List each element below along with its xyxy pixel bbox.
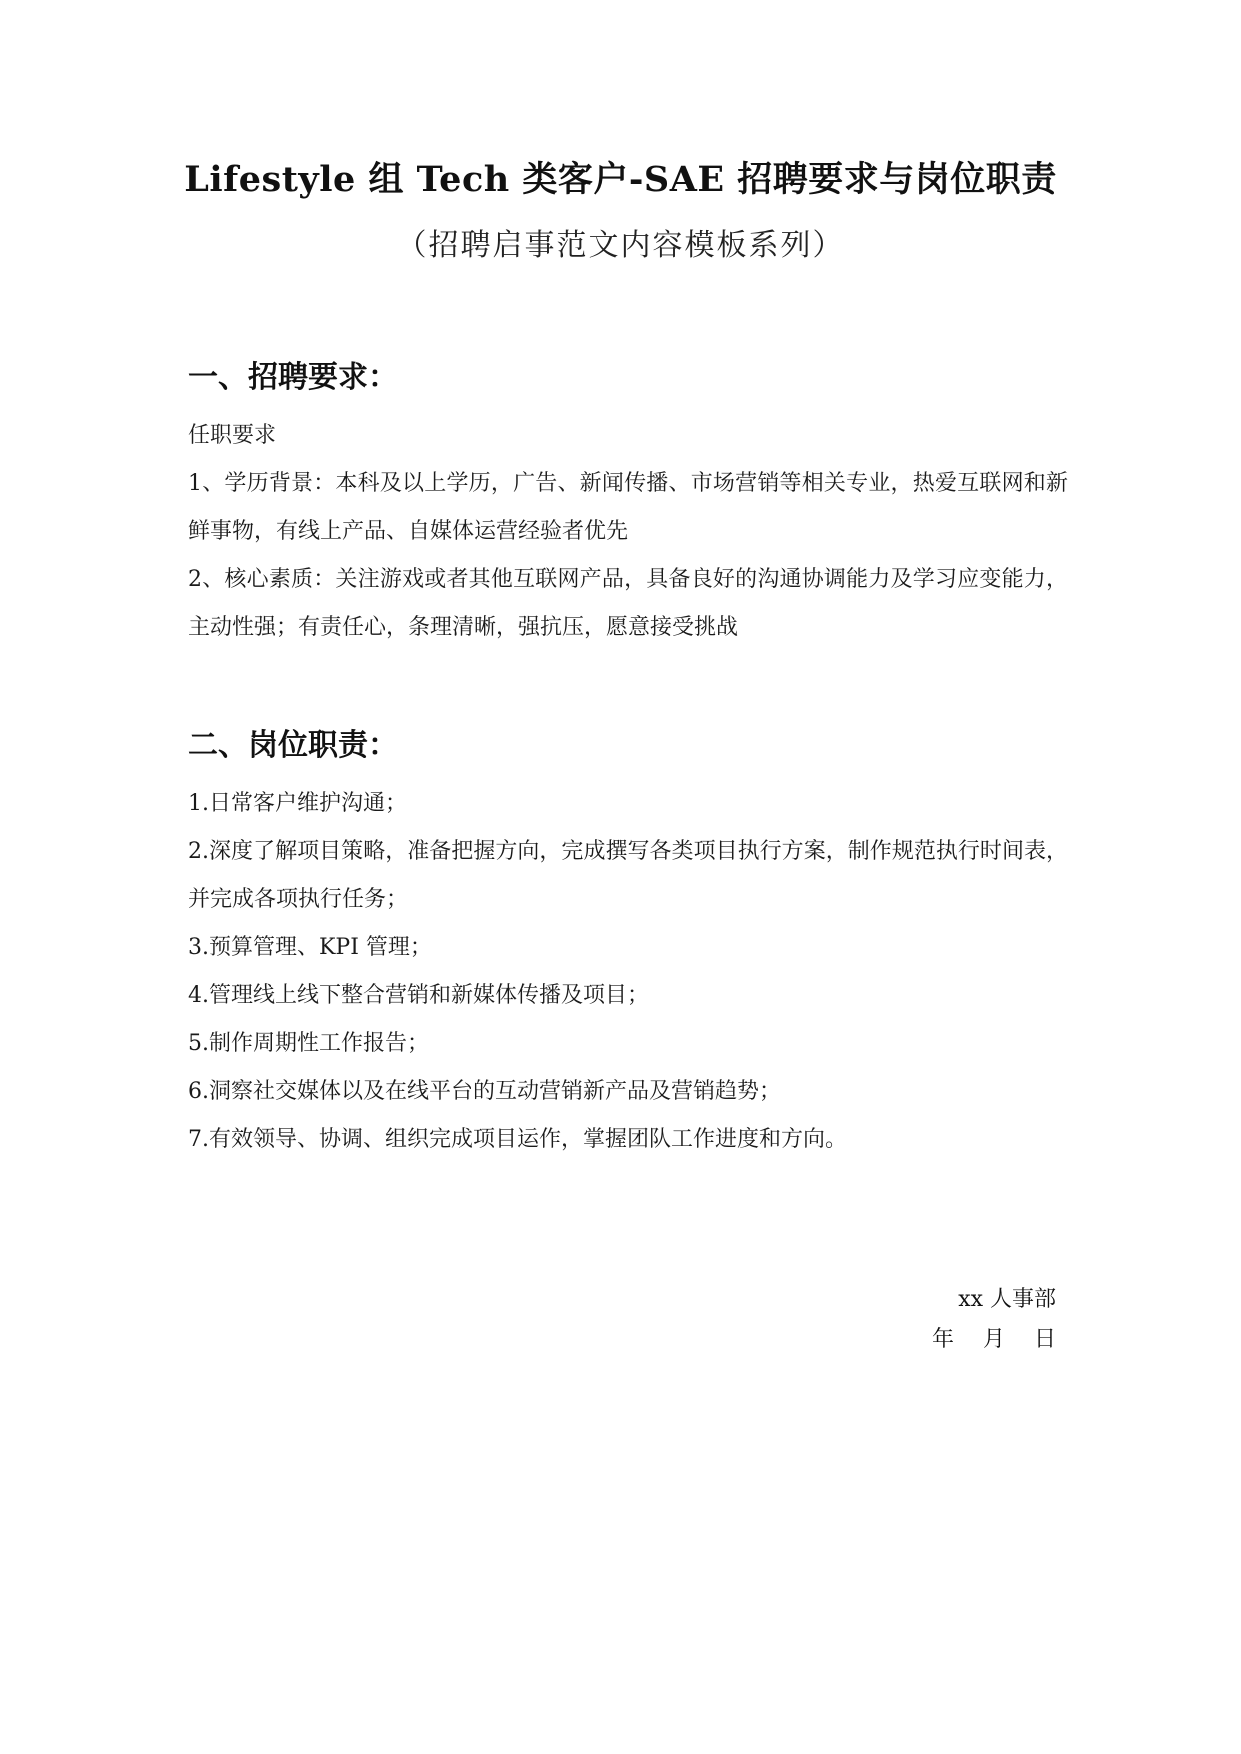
requirements-line: 1、学历背景：本科及以上学历，广告、新闻传播、市场营销等相关专业，热爱互联网和新鲜事物，有线上产品、自媒体运营经验者优先 xyxy=(188,471,1068,544)
duty-item: 4.管理线上线下整合营销和新媒体传播及项目； xyxy=(188,983,649,1008)
duty-item: 2.深度了解项目策略，准备把握方向，完成撰写各类项目执行方案，制作规范执行时间表，并完成各项执行任务； xyxy=(188,839,1068,912)
duty-item: 1.日常客户维护沟通； xyxy=(188,791,407,816)
date-year: 年 xyxy=(931,1327,954,1352)
requirements-line: 任职要求 xyxy=(188,423,277,448)
duty-item: 7.有效领导、协调、组织完成项目运作，掌握团队工作进度和方向。 xyxy=(188,1127,847,1152)
signature-department: xx 人事部 xyxy=(958,1287,1056,1312)
duties-body xyxy=(188,780,1068,1164)
duty-item: 3.预算管理、KPI 管理； xyxy=(188,935,432,960)
document-title: Lifestyle 组 Tech 类客户-SAE 招聘要求与岗位职责 xyxy=(184,159,1057,200)
duty-item: 5.制作周期性工作报告； xyxy=(188,1031,429,1056)
signature-block xyxy=(932,1280,1056,1360)
date-month: 月 xyxy=(982,1327,1005,1352)
document-subtitle: （招聘启事范文内容模板系列） xyxy=(396,228,845,263)
requirements-line: 2、核心素质：关注游戏或者其他互联网产品，具备良好的沟通协调能力及学习应变能力，主动性强；有责任心，条理清晰，强抗压，愿意接受挑战 xyxy=(188,567,1068,640)
signature-date xyxy=(932,1320,1056,1360)
requirements-body xyxy=(188,412,1068,652)
date-day: 日 xyxy=(1033,1327,1056,1352)
duty-item: 6.洞察社交媒体以及在线平台的互动营销新产品及营销趋势； xyxy=(188,1079,781,1104)
section-heading-requirements: 一、招聘要求： xyxy=(188,360,398,395)
section-heading-duties: 二、岗位职责： xyxy=(188,728,398,763)
